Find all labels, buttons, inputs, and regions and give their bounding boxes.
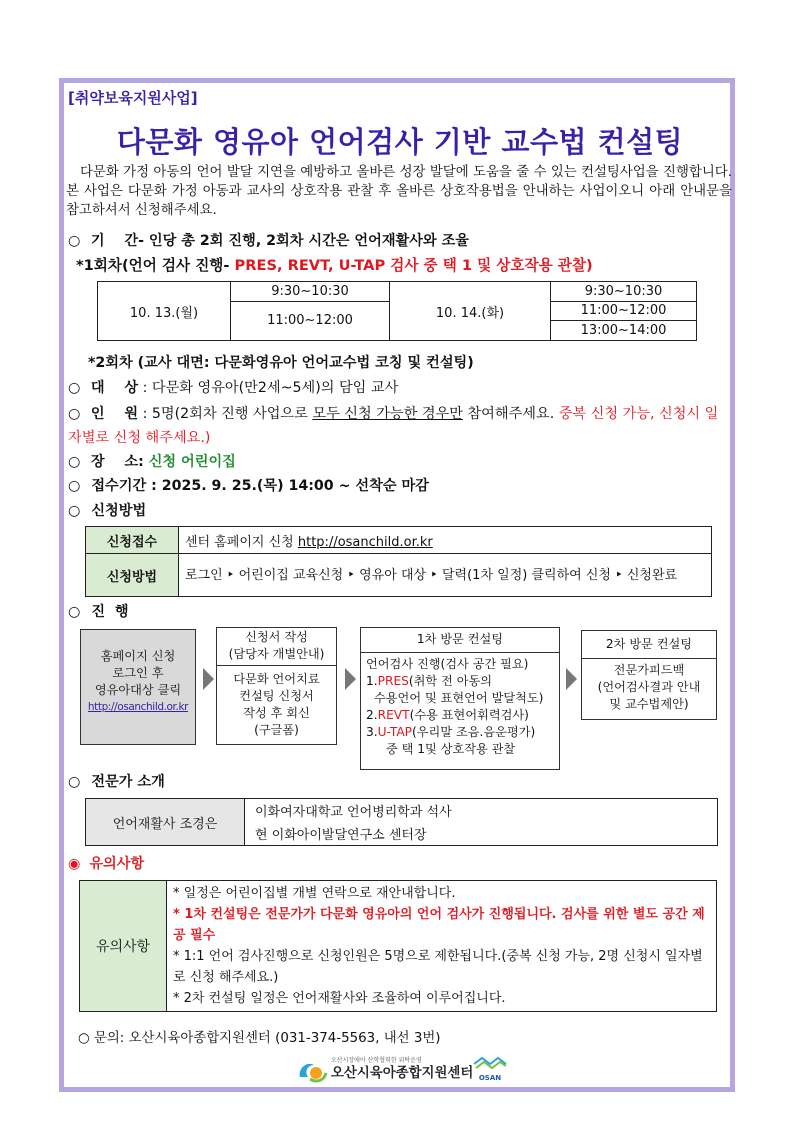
- process-heading: [68, 601, 129, 621]
- step-head: 1차 방문 컨설팅: [361, 628, 559, 653]
- page-title: 다문화 영유아 언어검사 기반 교수법 컨설팅: [116, 125, 684, 159]
- expert-heading: [68, 771, 165, 791]
- bullet-icon: ○: [68, 233, 81, 249]
- step-item-code: U-TAP: [377, 725, 413, 739]
- location-label: 장 소: [90, 454, 139, 470]
- step-outro: 중 택 1및 상호작용 관찰: [386, 742, 516, 756]
- homepage-link[interactable]: http://osanchild.or.kr: [297, 534, 433, 550]
- personnel-text: : 5명(2회차 진행 사업으로: [142, 406, 313, 422]
- location-colon: :: [138, 454, 149, 470]
- personnel-line: [68, 402, 728, 450]
- expert-label: 전문가 소개: [91, 774, 165, 790]
- schedule-time: 11:00~12:00: [551, 301, 697, 321]
- schedule-day1: 10. 13.(월): [98, 282, 231, 341]
- schedule-time: 13:00~14:00: [551, 321, 697, 341]
- step-line: (구글폼): [254, 723, 299, 737]
- step-body: [361, 653, 559, 758]
- step-head: 2차 방문 컨설팅: [582, 631, 716, 659]
- step-head-line: 신청서 작성: [245, 630, 308, 644]
- method-row-desc: 센터 홈페이지 신청: [185, 534, 298, 550]
- city-logo-icon: [472, 1054, 508, 1072]
- schedule-day2: 10. 14.(화): [390, 282, 551, 341]
- period-text: - 인당 총 2회 진행, 2회차 시간은 언어재활사와 조율: [138, 233, 470, 249]
- bullet-icon: ○: [68, 380, 81, 396]
- schedule-time: 9:30~10:30: [551, 282, 697, 302]
- expert-bio: 이화여자대학교 언어병리학과 석사: [245, 799, 718, 823]
- bullet-icon: ○: [68, 774, 81, 790]
- step-item-num: 3.: [366, 725, 378, 739]
- location-line: [68, 451, 236, 471]
- step-line: 전문가피드백: [613, 663, 685, 677]
- contact-line: ○ 문의: 오산시육아종합지원센터 (031-374-5563, 내선 3번): [78, 1031, 441, 1046]
- schedule-time: 11:00~12:00: [231, 301, 390, 340]
- bullet-icon: ○: [68, 454, 81, 470]
- step-head-line: (담당자 개별안내): [228, 647, 325, 661]
- expert-table: [85, 798, 718, 846]
- step-line: 및 교수법제안): [609, 697, 689, 711]
- note-item: * 1차 컨설팅은 전문가가 다문화 영유아의 언어 검사가 진행됩니다. 검사를 위한 별도 공간 제공 필수: [173, 907, 705, 943]
- bullet-icon: ○: [68, 406, 81, 422]
- bullet-icon: ○: [68, 478, 81, 494]
- target-line: [68, 377, 398, 397]
- bullet-icon: ○: [68, 604, 81, 620]
- schedule-table: [97, 281, 697, 341]
- arrow-right-icon: [345, 668, 356, 690]
- step-item-num: 2.: [366, 708, 378, 722]
- step-line: (언어검사결과 안내: [597, 680, 701, 694]
- method-row-head: 신청방법: [86, 554, 179, 597]
- personnel-label: 인 원: [90, 406, 139, 422]
- step-body: [582, 659, 716, 713]
- method-row-head: 신청접수: [86, 527, 179, 554]
- category-tag: [취약보육지원사업]: [68, 89, 198, 107]
- session2-line: *2회차 (교사 대면: 다문화영유아 언어교수법 코칭 및 컨설팅): [88, 355, 474, 371]
- step-intro: 언어검사 진행(검사 공간 필요): [366, 657, 529, 671]
- application-period-line: [68, 475, 429, 495]
- step-item-desc: 수용언어 및 표현언어 발달척도): [374, 691, 544, 705]
- location-text: 신청 어린이집: [148, 454, 236, 470]
- personnel-text-b: 참여해주세요.: [462, 406, 559, 422]
- session1-line: [76, 254, 593, 275]
- personnel-red-note: 중복 신청 가능, 신청시 일자별로 신청 해주세요.): [68, 406, 719, 446]
- target-label: 대 상: [90, 380, 139, 396]
- process-label: 진 행: [91, 604, 129, 620]
- step-line: 로그인 후: [112, 666, 164, 680]
- period-line: [68, 230, 469, 250]
- note-item: * 2차 컨설팅 일정은 언어재활사와 조율하여 이루어집니다.: [173, 991, 506, 1006]
- expert-bio: 현 이화아이발달연구소 센터장: [245, 822, 718, 846]
- notes-list: [167, 881, 717, 1012]
- process-step-4: [581, 630, 717, 720]
- step-item-code: REVT: [377, 708, 410, 722]
- step-line: 컨설팅 신청서: [239, 689, 314, 703]
- bullet-icon: ○: [68, 503, 81, 519]
- notes-table-head: 유의사항: [80, 881, 167, 1012]
- period-label: 기 간: [90, 233, 139, 249]
- step-item-desc: (수용 표현어휘력검사): [409, 708, 529, 722]
- step-line: 다문화 언어치료: [233, 672, 320, 686]
- method-label: 신청방법: [91, 503, 147, 519]
- personnel-underline: 모두 신청 가능한 경우만: [312, 406, 463, 422]
- step-body: [217, 666, 336, 739]
- application-label: 접수기간: [91, 478, 147, 494]
- target-text: : 다문화 영유아(만2세~5세)의 담임 교사: [142, 380, 399, 396]
- step-item-desc: (취학 전 아동의: [408, 674, 493, 688]
- session1-highlight: PRES, REVT, U-TAP 검사 중 택 1 및 상호작용 관찰): [234, 257, 593, 274]
- session1-label: *1회차(언어 검사 진행-: [76, 257, 235, 274]
- logo-caption: 오산시장애아 산학협력한 위탁운영: [331, 1057, 422, 1064]
- center-name: 오산시육아종합지원센터: [331, 1066, 474, 1081]
- step-line: 홈페이지 신청: [100, 649, 176, 663]
- notes-label: 유의사항: [89, 856, 145, 872]
- notes-table: [79, 880, 717, 1012]
- step-head: [217, 628, 336, 666]
- method-table: [85, 526, 712, 597]
- arrow-right-icon: [566, 668, 577, 690]
- application-text: : 2025. 9. 25.(목) 14:00 ~ 선착순 마감: [151, 478, 429, 494]
- step-line: 영유아대상 클릭: [94, 683, 182, 697]
- expert-name: 언어재활사 조경은: [86, 799, 245, 846]
- process-step-1: [80, 629, 196, 745]
- step-item-num: 1.: [366, 674, 378, 688]
- process-step-2: [216, 627, 337, 745]
- step-line: 작성 후 회신: [243, 706, 310, 720]
- note-item: * 일정은 어린이집별 개별 연락으로 재안내합니다.: [173, 886, 456, 901]
- method-row-text: [179, 527, 712, 554]
- step-item-code: PRES: [377, 674, 409, 688]
- city-logo-text: OSAN: [478, 1074, 502, 1082]
- method-heading: [68, 500, 146, 520]
- process-step-3: [360, 627, 560, 770]
- schedule-time: 9:30~10:30: [231, 282, 390, 302]
- step-homepage-link[interactable]: http://osanchild.or.kr: [87, 701, 189, 713]
- notes-heading: [68, 853, 144, 873]
- note-item: * 1:1 언어 검사진행으로 신청인원은 5명으로 제한됩니다.(중복 신청 가능, 2명 신청시 일자별로 신청 해주세요.): [173, 949, 703, 985]
- intro-paragraph: 다문화 가정 아동의 언어 발달 지연을 예방하고 올바른 성장 발달에 도움을 줄 수 있는 컨설팅사업을 진행합니다. 본 사업은 다문화 가정 아동과 교사의 상호작용 관찰 후 올바른 상호작용법을 안내하는 사업이오니 아래 안내문을 참고하셔서 신청해주세요.: [66, 165, 732, 218]
- city-logo: [472, 1054, 508, 1082]
- step-item-desc: (우리말 조음.음운평가): [412, 725, 536, 739]
- method-row-text: 로그인 ‣ 어린이집 교육신청 ‣ 영유아 대상 ‣ 달력(1차 일정) 클릭하여 신청 ‣ 신청완료: [179, 554, 712, 597]
- arrow-right-icon: [203, 668, 214, 690]
- radio-bullet-icon: ◉: [68, 856, 81, 872]
